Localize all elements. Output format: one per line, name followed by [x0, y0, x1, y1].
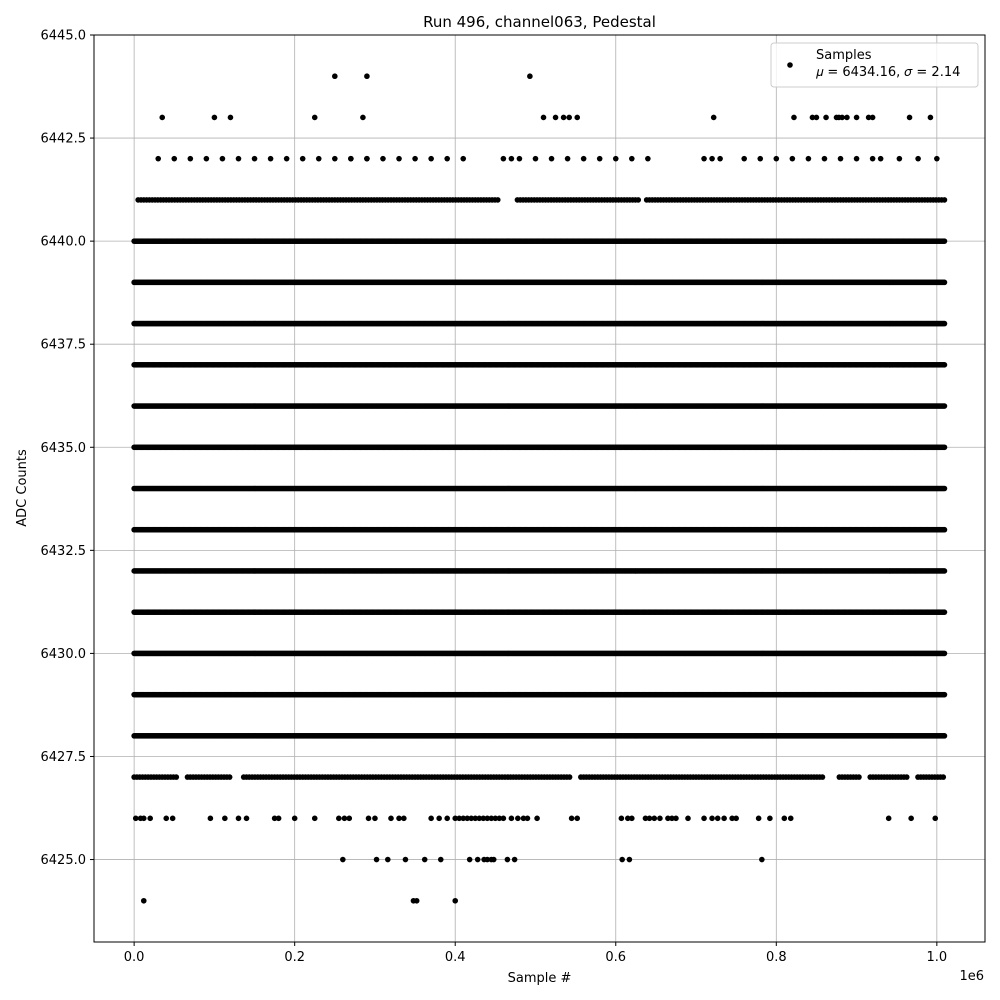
data-point — [942, 568, 948, 574]
data-point — [942, 527, 948, 533]
data-point — [942, 651, 948, 657]
data-point — [942, 609, 948, 615]
data-point — [942, 486, 948, 492]
data-point — [942, 692, 948, 698]
data-point — [942, 733, 948, 739]
